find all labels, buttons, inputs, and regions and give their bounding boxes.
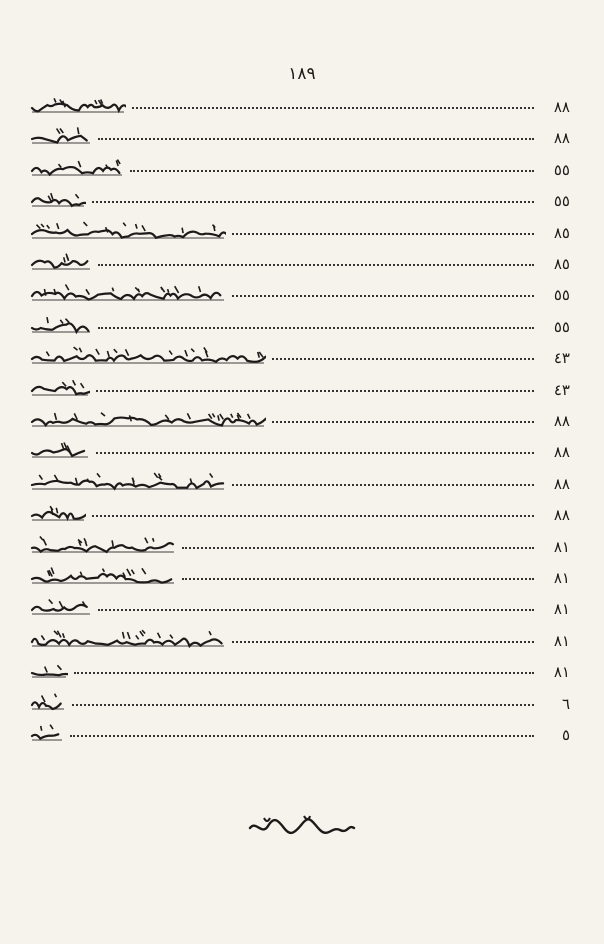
toc-entry xyxy=(30,687,570,715)
toc-entry xyxy=(30,341,570,369)
toc-entry-script xyxy=(30,500,86,526)
toc-entry-script xyxy=(30,249,92,275)
toc-entry-number: ٨١ xyxy=(553,600,570,619)
toc-entry-number: ٦ xyxy=(561,694,570,713)
toc-entry xyxy=(30,467,570,495)
signature-flourish xyxy=(246,810,356,840)
toc-entry-number: ٥٥ xyxy=(553,192,570,211)
toc-leader-dots xyxy=(92,515,534,517)
toc-entry-number: ٥٥ xyxy=(553,160,570,179)
toc-entry-number: ٤٣ xyxy=(553,380,570,399)
toc-entry xyxy=(30,404,570,432)
toc-entry-script xyxy=(30,469,226,495)
toc-entry-script xyxy=(30,626,226,652)
toc-entry-script xyxy=(30,375,90,401)
toc-leader-dots xyxy=(98,327,534,329)
toc-entry xyxy=(30,90,570,118)
toc-entry-script xyxy=(30,594,92,620)
toc-entry xyxy=(30,592,570,620)
toc-entry-number: ٥٥ xyxy=(553,286,570,305)
toc-entry-number: ٨١ xyxy=(553,537,570,556)
toc-entry-number: ٨٥ xyxy=(553,255,570,273)
toc-entry-script xyxy=(30,689,66,715)
toc-leader-dots xyxy=(272,358,534,360)
toc-entry-script xyxy=(30,218,226,244)
toc-entry-script xyxy=(30,437,90,463)
toc-entry-number: ٨٥ xyxy=(553,223,570,242)
toc-leader-dots xyxy=(130,170,534,172)
toc-entry-number: ٨٨ xyxy=(553,129,570,148)
toc-leader-dots xyxy=(232,295,534,297)
toc-entry-number: ٨٨ xyxy=(553,443,570,462)
toc-leader-dots xyxy=(96,452,534,454)
toc-entry xyxy=(30,216,570,244)
toc-leader-dots xyxy=(182,547,534,549)
toc-entry-script xyxy=(30,406,266,432)
toc-entry xyxy=(30,655,570,683)
toc-leader-dots xyxy=(232,233,534,235)
toc-leader-dots xyxy=(98,138,534,140)
toc-entry-script xyxy=(30,563,176,589)
toc-entry-number: ٨١ xyxy=(553,663,570,682)
toc-entry xyxy=(30,373,570,401)
toc-entry xyxy=(30,718,570,746)
toc-entry-number: ٨١ xyxy=(553,569,570,587)
toc-leader-dots xyxy=(232,484,534,486)
toc-entry xyxy=(30,530,570,558)
toc-leader-dots xyxy=(98,609,534,611)
toc-entry-number: ٨٨ xyxy=(553,98,570,116)
toc-entry xyxy=(30,624,570,652)
toc-entry xyxy=(30,310,570,338)
toc-leader-dots xyxy=(182,578,534,580)
toc-entry xyxy=(30,561,570,589)
toc-entry-number: ٨٨ xyxy=(553,506,570,525)
toc-entry-script xyxy=(30,123,92,149)
toc-entry-script xyxy=(30,532,176,558)
toc-entry xyxy=(30,435,570,463)
toc-entry-script xyxy=(30,720,64,746)
toc-leader-dots xyxy=(272,421,534,423)
toc-entry-script xyxy=(30,155,124,181)
toc-entry xyxy=(30,184,570,212)
toc-entry-number: ٨٨ xyxy=(553,412,570,430)
toc-entry xyxy=(30,121,570,149)
toc-entry xyxy=(30,498,570,526)
toc-leader-dots xyxy=(92,201,534,203)
toc-entry xyxy=(30,247,570,275)
toc-leader-dots xyxy=(70,735,534,737)
toc-leader-dots xyxy=(74,672,534,674)
toc-entry-number: ٥ xyxy=(561,726,570,744)
toc-entry-script xyxy=(30,343,266,369)
toc-leader-dots xyxy=(132,107,534,109)
toc-leader-dots xyxy=(232,641,534,643)
toc-leader-dots xyxy=(98,264,534,266)
toc-entry xyxy=(30,278,570,306)
toc-leader-dots xyxy=(96,390,534,392)
toc-leader-dots xyxy=(72,704,534,706)
toc-entry-number: ٨٨ xyxy=(553,474,570,493)
toc-entry-number: ٤٣ xyxy=(553,349,570,368)
toc-entry-number: ٥٥ xyxy=(553,317,570,336)
toc-entry-script xyxy=(30,280,226,306)
toc-entry-script xyxy=(30,92,126,118)
page-number: ١٨٩ xyxy=(288,64,316,84)
toc-entry-script xyxy=(30,657,68,683)
toc-entry-script xyxy=(30,186,86,212)
toc-entry-number: ٨١ xyxy=(553,631,570,650)
toc-entry xyxy=(30,153,570,181)
toc-entry-script xyxy=(30,312,92,338)
